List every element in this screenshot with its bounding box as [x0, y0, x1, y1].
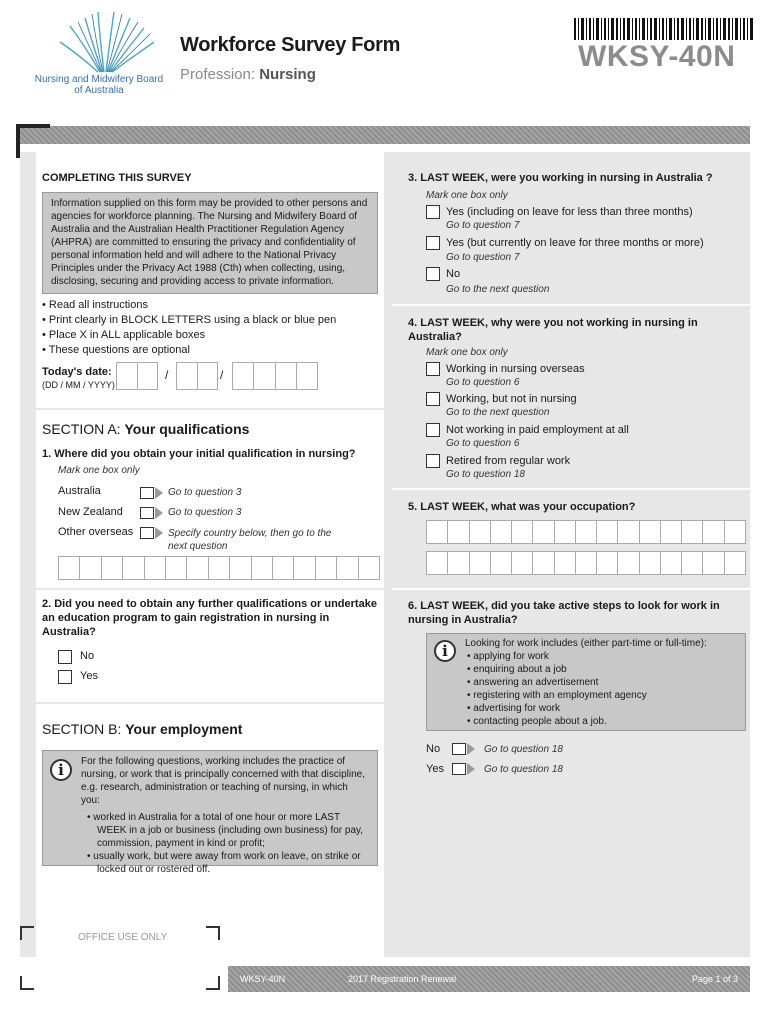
form-code: WKSY-40N: [578, 40, 736, 73]
q1-option-label: Australia: [58, 485, 101, 497]
employment-info-item: • worked in Australia for a total of one hour or more LAST WEEK in a job or business (including own business) for pay, commission, payment in kind or profit;: [87, 811, 369, 850]
q3-checkbox-no[interactable]: [426, 267, 440, 281]
footer-code: WKSY-40N: [240, 974, 286, 984]
country-input[interactable]: [58, 556, 380, 580]
instruction-item: • Place X in ALL applicable boxes: [42, 328, 336, 343]
office-corner-mark: [206, 976, 220, 990]
q1-text: 1. Where did you obtain your initial qualification in nursing?: [42, 448, 356, 460]
q3-goto: Go to question 7: [446, 252, 520, 263]
q6-goto: Go to question 18: [484, 764, 563, 775]
q1-goto: Go to question 3: [168, 487, 242, 498]
divider: [36, 588, 384, 590]
job-search-item: • registering with an employment agency: [467, 689, 737, 702]
q3-hint: Mark one box only: [426, 190, 508, 201]
profession-line: [180, 66, 316, 83]
arrow-right-icon: [467, 743, 475, 755]
q4-checkbox-not-working[interactable]: [426, 423, 440, 437]
arrow-right-icon: [155, 487, 163, 499]
q2-text: 2. Did you need to obtain any further qualifications or undertake an education program to gain registration in nursing in Australia?: [42, 598, 377, 638]
q1-checkbox-new-zealand[interactable]: [140, 507, 154, 519]
q3-goto: Go to question 7: [446, 220, 520, 231]
employment-info-intro: For the following questions, working includes the practice of nursing, or work that is principally concerned with that discipline, e.g. research, administration or teaching of nursing, in which you:: [81, 756, 366, 806]
date-label: Today's date:: [42, 366, 112, 378]
q5-text: 5. LAST WEEK, what was your occupation?: [408, 501, 636, 513]
office-corner-mark: [206, 926, 220, 940]
logo-fan-icon: [30, 6, 165, 76]
profession-label: Profession:: [180, 66, 256, 83]
info-icon: i: [434, 640, 456, 662]
section-a-prefix: SECTION A:: [42, 421, 121, 437]
job-search-info-list: [465, 650, 737, 728]
q1-goto: Go to question 3: [168, 507, 242, 518]
divider: [392, 488, 750, 490]
q4-option-label: Working, but not in nursing: [446, 393, 577, 405]
date-sep: /: [220, 368, 224, 382]
q3-checkbox-yes-short-leave[interactable]: [426, 205, 440, 219]
q4-checkbox-overseas[interactable]: [426, 362, 440, 376]
q4-option-label: Working in nursing overseas: [446, 363, 585, 375]
office-corner-mark: [20, 976, 34, 990]
date-format: (DD / MM / YYYY): [42, 380, 115, 390]
date-month-input[interactable]: [176, 362, 218, 390]
q6-text: 6. LAST WEEK, did you take active steps to look for work in nursing in Australia?: [408, 600, 720, 626]
divider: [36, 702, 384, 704]
section-b-title: [42, 721, 242, 737]
divider: [36, 408, 384, 410]
office-corner-mark: [20, 926, 34, 940]
q3-option-label: Yes (including on leave for less than three months): [446, 206, 693, 218]
q4-goto: Go to question 6: [446, 377, 520, 388]
q2-checkbox-yes[interactable]: [58, 670, 72, 684]
header-stripe: [20, 126, 750, 144]
q2-option-label: Yes: [80, 670, 98, 682]
q4-option-label: Retired from regular work: [446, 455, 571, 467]
arrow-right-icon: [467, 763, 475, 775]
job-search-item: • advertising for work: [467, 702, 737, 715]
profession-value: Nursing: [259, 66, 316, 83]
footer-renewal: 2017 Registration Renewal: [348, 974, 457, 984]
divider: [392, 588, 750, 590]
section-b-name: Your employment: [125, 721, 243, 737]
footer-page: Page 1 of 3: [691, 974, 738, 984]
form-title: Workforce Survey Form: [180, 34, 401, 56]
job-search-item: • contacting people about a job.: [467, 715, 737, 728]
instructions-list: [42, 298, 336, 358]
q1-checkbox-australia[interactable]: [140, 487, 154, 499]
privacy-info-box: [42, 192, 378, 294]
q2-checkbox-no[interactable]: [58, 650, 72, 664]
completing-heading: COMPLETING THIS SURVEY: [42, 172, 192, 184]
q1-option-label: Other overseas: [58, 526, 134, 538]
q4-hint: Mark one box only: [426, 347, 508, 358]
logo-text: Nursing and Midwifery Board of Australia: [34, 74, 164, 96]
date-sep: /: [165, 368, 169, 382]
section-a-title: [42, 421, 249, 437]
info-icon: i: [50, 759, 72, 781]
instruction-item: • Print clearly in BLOCK LETTERS using a black or blue pen: [42, 313, 336, 328]
date-year-input[interactable]: [232, 362, 318, 390]
job-search-info-box: [426, 633, 746, 731]
q4-checkbox-retired[interactable]: [426, 454, 440, 468]
q4-goto: Go to the next question: [446, 407, 550, 418]
q6-checkbox-yes[interactable]: [452, 763, 466, 775]
q3-goto: Go to the next question: [446, 284, 550, 295]
q3-option-label: Yes (but currently on leave for three months or more): [446, 237, 704, 249]
center-gutter: [384, 152, 392, 957]
job-search-item: • enquiring about a job: [467, 663, 737, 676]
job-search-info-intro: Looking for work includes (either part-time or full-time):: [465, 638, 707, 649]
employment-info-item: • usually work, but were away from work on leave, on strike or locked out or rostered off.: [87, 850, 369, 876]
q3-text: 3. LAST WEEK, were you working in nursing in Australia ?: [408, 172, 713, 184]
arrow-right-icon: [155, 507, 163, 519]
left-gutter: [20, 152, 36, 957]
employment-info-list: [81, 811, 369, 876]
instruction-item: • These questions are optional: [42, 343, 336, 358]
q3-checkbox-yes-long-leave[interactable]: [426, 236, 440, 250]
footer-bar: [228, 966, 750, 992]
job-search-item: • answering an advertisement: [467, 676, 737, 689]
q4-goto: Go to question 6: [446, 438, 520, 449]
q1-hint: Mark one box only: [58, 465, 140, 476]
employment-info-box: [42, 750, 378, 875]
section-b-prefix: SECTION B:: [42, 721, 122, 737]
q1-goto: Specify country below, then go to the next question: [168, 528, 332, 552]
q6-checkbox-no[interactable]: [452, 743, 466, 755]
divider: [392, 304, 750, 306]
privacy-info-text: Information supplied on this form may be provided to other persons and agencies for workforce planning. The Nursing and Midwifery Board of Australia and the Australian Health Practitioner Regulation Agency (AHPRA) are committed to ensuring the privacy and confidentiality of personal information held and will adhere to the National Privacy Principles under the Privacy Act 1988 (Cth) when collecting, using, disclosing, securing and providing access to private information.: [51, 198, 368, 287]
q6-option-label: Yes: [426, 763, 444, 775]
q6-option-label: No: [426, 743, 441, 755]
date-day-input[interactable]: [116, 362, 158, 390]
q1-option-label: New Zealand: [58, 506, 123, 518]
job-search-item: • applying for work: [467, 650, 737, 663]
instruction-item: • Read all instructions: [42, 298, 336, 313]
q6-goto: Go to question 18: [484, 744, 563, 755]
arrow-right-icon: [155, 527, 163, 539]
q2-option-label: No: [80, 650, 95, 662]
q4-checkbox-not-nursing[interactable]: [426, 392, 440, 406]
q3-option-label: No: [446, 268, 461, 280]
q4-text: 4. LAST WEEK, why were you not working in nursing in Australia?: [408, 317, 698, 343]
board-logo: [30, 6, 165, 106]
section-a-name: Your qualifications: [124, 421, 250, 437]
office-use-label: OFFICE USE ONLY: [78, 932, 168, 943]
occupation-input-row-2[interactable]: [426, 551, 746, 575]
q1-checkbox-other-overseas[interactable]: [140, 527, 154, 539]
q4-goto: Go to question 18: [446, 469, 525, 480]
q4-option-label: Not working in paid employment at all: [446, 424, 629, 436]
occupation-input-row-1[interactable]: [426, 520, 746, 544]
